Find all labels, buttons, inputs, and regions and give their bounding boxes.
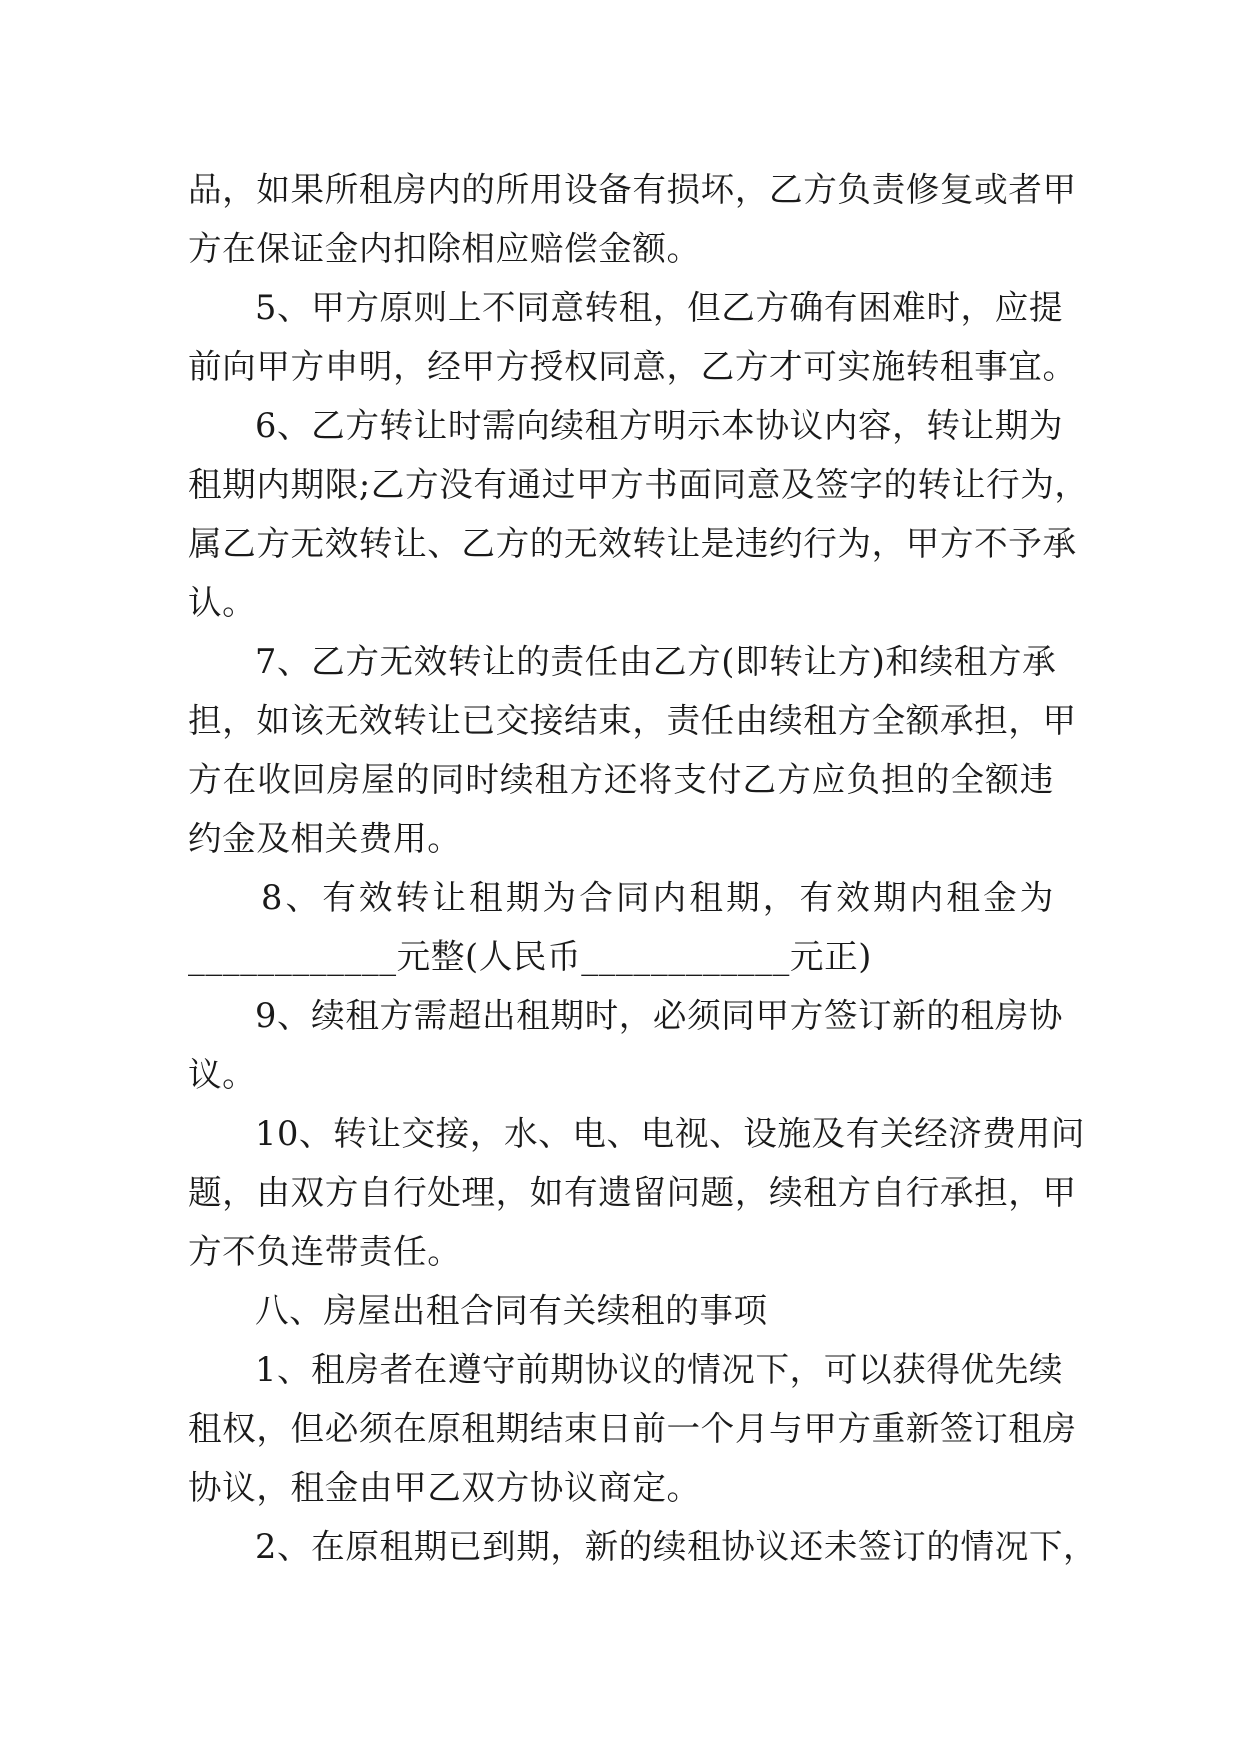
text-line: 题，由双方自行处理，如有遗留问题，续租方自行承担，甲 <box>188 1173 1077 1212</box>
section-8-heading: 八、房屋出租合同有关续租的事项 <box>255 1291 768 1330</box>
text-line: 议。 <box>188 1055 257 1094</box>
text-line: 约金及相关费用。 <box>188 819 462 858</box>
text-line: 品，如果所租房内的所用设备有损坏，乙方负责修复或者甲 <box>188 170 1077 209</box>
paragraph-5-line: 5、甲方原则上不同意转租，但乙方确有困难时，应提 <box>255 288 1064 327</box>
text-line: 协议，租金由甲乙双方协议商定。 <box>188 1468 701 1507</box>
renewal-paragraph-1-line: 1、租房者在遵守前期协议的情况下，可以获得优先续 <box>255 1350 1064 1389</box>
text-line: 认。 <box>188 583 257 622</box>
paragraph-9-line: 9、续租方需超出租期时，必须同甲方签订新的租房协 <box>255 996 1064 1035</box>
text-line: 方在保证金内扣除相应赔偿金额。 <box>188 229 701 268</box>
rent-amount-blanks-line: ____________元整(人民币____________元正) <box>188 937 872 976</box>
text-line: 属乙方无效转让、乙方的无效转让是违约行为，甲方不予承 <box>188 524 1077 563</box>
text-line: 租权，但必须在原租期结束日前一个月与甲方重新签订租房 <box>188 1409 1077 1448</box>
paragraph-7-line: 7、乙方无效转让的责任由乙方(即转让方)和续租方承 <box>255 642 1057 681</box>
text-line: 前向甲方申明，经甲方授权同意，乙方才可实施转租事宜。 <box>188 347 1077 386</box>
text-line: 租期内期限;乙方没有通过甲方书面同意及签字的转让行为， <box>188 465 1089 504</box>
text-line: 担，如该无效转让已交接结束，责任由续租方全额承担，甲 <box>188 701 1077 740</box>
paragraph-10-line: 10、转让交接，水、电、电视、设施及有关经济费用问 <box>255 1114 1086 1153</box>
renewal-paragraph-2-line: 2、在原租期已到期，新的续租协议还未签订的情况下， <box>255 1527 1098 1566</box>
paragraph-6-line: 6、乙方转让时需向续租方明示本协议内容，转让期为 <box>255 406 1064 445</box>
text-line: 方在收回房屋的同时续租方还将支付乙方应负担的全额违 <box>188 760 1054 799</box>
text-line: 方不负连带责任。 <box>188 1232 462 1271</box>
document-body <box>188 160 1098 1576</box>
paragraph-8-line: 8、有效转让租期为合同内租期，有效期内租金为 <box>261 878 1054 917</box>
